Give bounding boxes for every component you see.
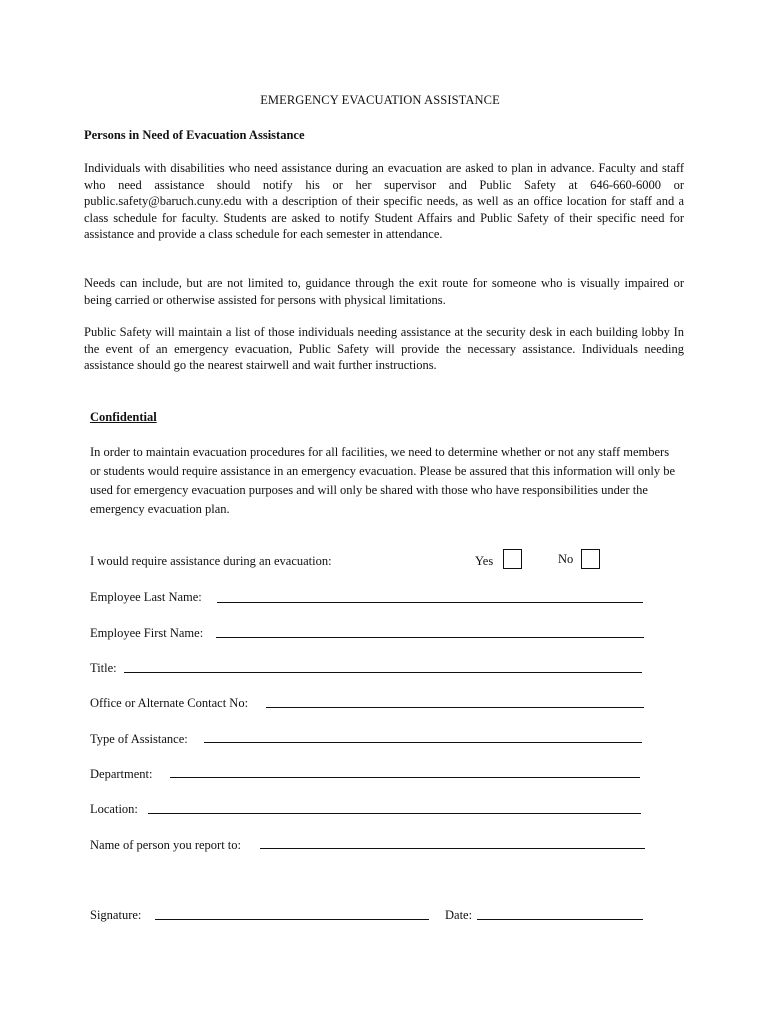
no-label: No <box>558 552 574 566</box>
yes-label: Yes <box>475 554 494 568</box>
confidential-text: In order to maintain evacuation procedures for all facilities, we need to determine whether or not any staff members or students would require assistance in an emergency evacuation. Please be assured that this information will only be used for emergency evacuation purposes and will only be shared with those who have responsibilities under the emergency evacuation plan. <box>90 445 676 516</box>
confidential-heading: Confidential <box>90 410 157 424</box>
title-label: Title: <box>90 661 117 675</box>
department-label: Department: <box>90 767 153 781</box>
assistance-type-label: Type of Assistance: <box>90 732 188 746</box>
document-title: EMERGENCY EVACUATION ASSISTANCE <box>260 93 500 107</box>
no-checkbox[interactable] <box>581 549 600 569</box>
date-field[interactable] <box>477 919 643 920</box>
title-field[interactable] <box>124 672 642 673</box>
location-field[interactable] <box>148 813 641 814</box>
last-name-label: Employee Last Name: <box>90 590 202 604</box>
signature-field[interactable] <box>155 919 429 920</box>
contact-field[interactable] <box>266 707 644 708</box>
last-name-field[interactable] <box>217 602 643 603</box>
department-field[interactable] <box>170 777 640 778</box>
assistance-question: I would require assistance during an evacuation: <box>90 554 332 568</box>
signature-label: Signature: <box>90 908 142 922</box>
first-name-field[interactable] <box>216 637 644 638</box>
paragraph-planning: Individuals with disabilities who need assistance during an evacuation are asked to plan in advance. Faculty and staff who need assistance should notify his or her supervisor and Public Safety at 646-660-6000 or public.safety@baruch.cuny.edu with a description of their specific needs, as well as an office location for staff and a class schedule for faculty. Students are asked to notify Student Affairs and Public Safety of their specific need for assistance and provide a class schedule for each semester in attendance. <box>84 161 684 241</box>
yes-checkbox[interactable] <box>503 549 522 569</box>
first-name-label: Employee First Name: <box>90 626 204 640</box>
assistance-type-field[interactable] <box>204 742 642 743</box>
contact-label: Office or Alternate Contact No: <box>90 696 249 710</box>
location-label: Location: <box>90 802 138 816</box>
paragraph-public-safety: Public Safety will maintain a list of those individuals needing assistance at the security desk in each building lobby In the event of an emergency evacuation, Public Safety will provide the necessary assistance. Individuals needing assistance should go the nearest stairwell and wait further instructions. <box>84 325 684 372</box>
date-label: Date: <box>445 908 473 922</box>
report-to-field[interactable] <box>260 848 645 849</box>
report-to-label: Name of person you report to: <box>90 838 242 852</box>
paragraph-needs: Needs can include, but are not limited to, guidance through the exit route for someone who is visually impaired or being carried or otherwise assisted for persons with physical limitations. <box>84 276 684 307</box>
section-heading: Persons in Need of Evacuation Assistance <box>84 128 305 142</box>
